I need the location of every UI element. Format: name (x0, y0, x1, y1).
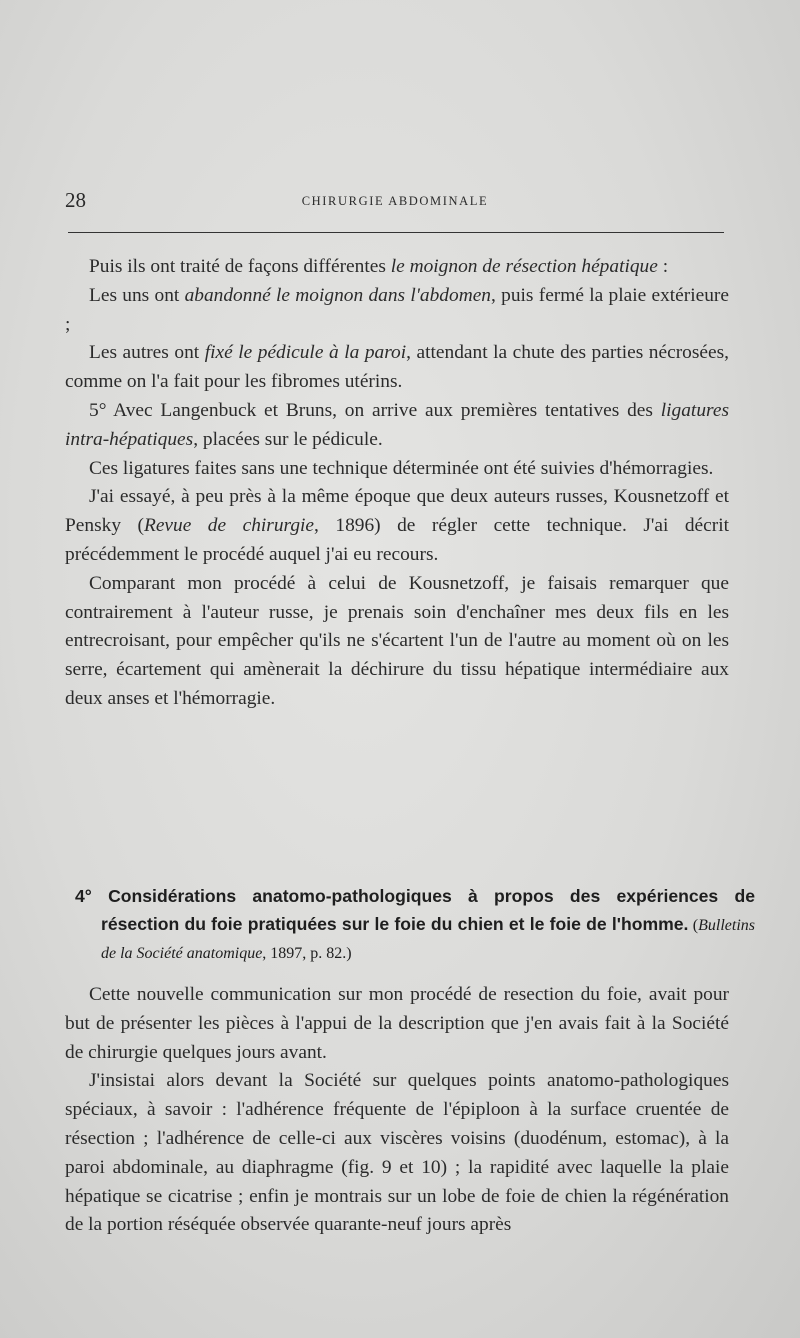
section-heading (75, 883, 755, 968)
text-run: J'insistai alors devant la Société sur quelques points anatomo-pathologiques spéciaux, à savoir : l'adhérence fréquente de l'épiploon à la surface cruentée de résection ; l'adhérence de celle-ci aux viscères voisins (duodénum, estomac), à la paroi abdominale, au diaphragme (fig. 9 et 10) ; la rapidité avec laquelle la plaie hépatique se cicatrise ; enfin je montrais sur un lobe de foie de chien la régénération de la portion réséquée observée quarante-neuf jours après (65, 1070, 729, 1236)
paragraph (65, 483, 729, 569)
italic-text: le moignon de résection hépatique (390, 256, 658, 277)
page-header (65, 188, 725, 214)
reference-journal: Bulletins de la Société anatomique (101, 916, 756, 962)
text-run: Les uns ont (89, 284, 185, 306)
text-run: , 1896) de régler cette technique. J'ai décrit précédemment le procédé auquel j'ai eu recours. (65, 515, 729, 565)
paragraph (65, 282, 729, 340)
text-run: J'ai essayé, à peu près à la même époque que deux auteurs russes, Kousnetzoff et Pensky ( (65, 486, 729, 537)
italic-text: ligatures intra-hépatiques (65, 399, 729, 450)
paragraph (65, 339, 729, 397)
text-run: , attendant la chute des parties nécrosées, comme on l'a fait pour les fibromes utérins. (65, 342, 729, 393)
text-run: Puis ils ont traité de façons différentes (89, 256, 391, 277)
paragraph (65, 570, 729, 714)
paragraph (65, 1067, 729, 1240)
text-block-bottom (65, 981, 729, 1240)
italic-text: abandonné le moignon dans l'abdomen (184, 284, 491, 306)
text-run: , puis fermé la plaie extérieure ; (65, 284, 729, 335)
text-run: Comparant mon procédé à celui de Kousnetzoff, je faisais remarquer que contrairement à l'auteur russe, je prenais soin d'enchaîner mes deux fils en les entrecroisant, pour empêcher qu'ils ne s'écartent l'un de l'autre au moment où on les serre, écartement qui amènerait la déchirure du tissu hépatique intermédiaire aux deux anses et l'hémorragie. (65, 572, 729, 709)
reference-open: ( (688, 916, 699, 934)
text-run: Cette nouvelle communication sur mon procédé de resection du foie, avait pour but de présenter les pièces à l'appui de la description que j'en avais fait à la Société de chirurgie quelques jours avant. (65, 984, 729, 1063)
paragraph (65, 981, 729, 1067)
paragraph (65, 455, 729, 484)
running-title: CHIRURGIE ABDOMINALE (301, 194, 489, 208)
text-run: Ces ligatures faites sans une technique déterminée ont été suivies d'hémorragies. (89, 457, 714, 479)
reference-details: , 1897, p. 82.) (262, 945, 352, 962)
text-block-top (65, 253, 729, 714)
italic-text: fixé le pédicule à la paroi (204, 342, 407, 364)
section-heading-text: 4° Considérations anatomo-pathologiques à propos des expériences de résection du foie pratiquées sur le foie du chien et le foie de l'homme. (75, 886, 755, 934)
text-run: Les autres ont (89, 342, 205, 364)
text-run: 5° Avec Langenbuck et Bruns, on arrive aux premières tentatives des (89, 399, 661, 421)
paragraph (65, 397, 729, 455)
page-number: 28 (65, 188, 86, 212)
paragraph (65, 253, 729, 282)
text-run: : (657, 256, 669, 277)
text-run: , placées sur le pédicule. (193, 428, 383, 450)
header-rule (68, 232, 724, 233)
italic-text: Revue de chirurgie (143, 515, 315, 537)
